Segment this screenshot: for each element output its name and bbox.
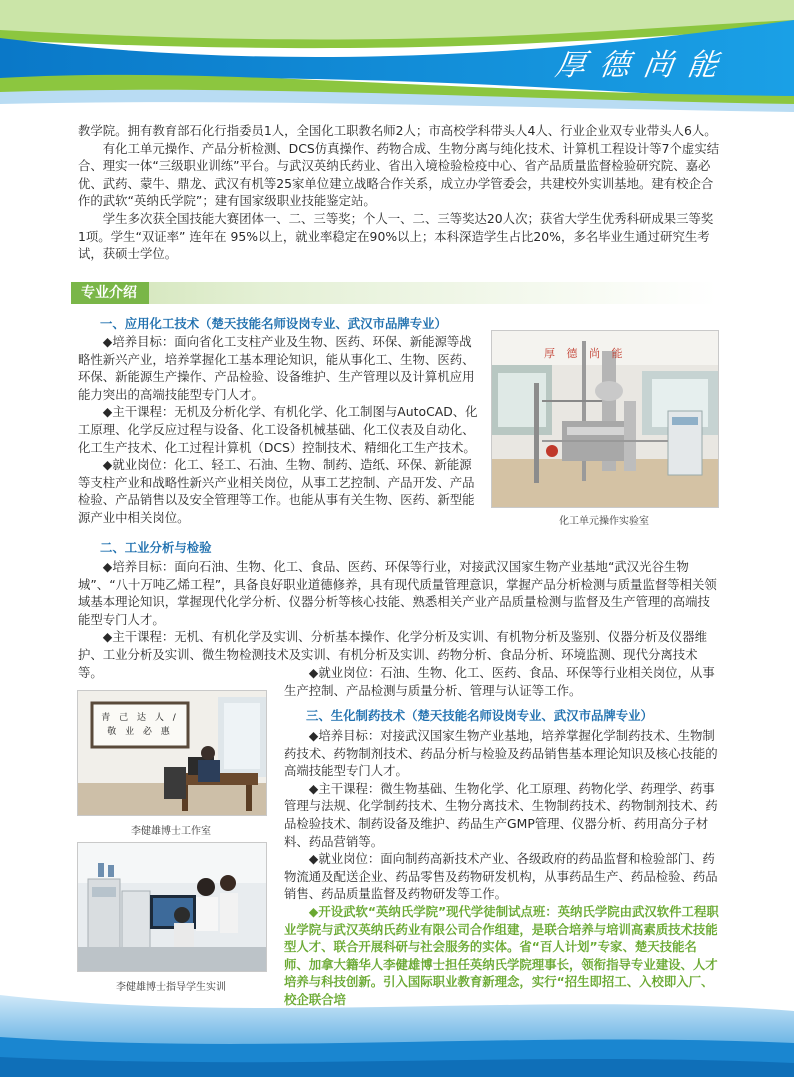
major2-jobs: ◆就业岗位：石油、生物、化工、医药、食品、环保等行业相关岗位，从事生产控制、产品检测与质量分析、管理与认证等工作。: [284, 665, 715, 698]
office-calligraphy: 青 己 达 人 / 敬 业 必 惠: [101, 713, 179, 737]
lab-training-illustration: [78, 843, 266, 971]
chem-lab-caption: 化工单元操作实验室: [559, 516, 649, 527]
chem-lab-photo: [491, 330, 719, 508]
major2-jobs-block: [284, 664, 720, 699]
major1-jobs: ◆就业岗位：化工、轻工、石油、生物、制药、造纸、环保、新能源等支柱产业和战略性新兴产业相关岗位，从事工艺控制、产品开发、产品检验、产品销售以及安全管理等工作。也能从事有关生物、医药、新型能源产业中相关岗位。: [78, 457, 475, 525]
major2-title: 二、工业分析与检验: [100, 540, 212, 555]
office-photo-caption: 李健雄博士工作室: [131, 826, 211, 837]
major1-courses: ◆主干课程：无机及分析化学、有机化学、化工制图与AutoCAD、化工原理、化学反应过程与设备、化工设备机械基础、化工仪表及自动化、化工生产技术、化工过程计算机（DCS）控制技术、精细化工生产技术。: [78, 404, 478, 455]
lab-training-caption: 李健雄博士指导学生实训: [116, 982, 226, 993]
intro-paragraph-1: 有化工单元操作、产品分析检测、DCS仿真操作、药物合成、生物分离与纯化技术、计算机工程设计等7个虚实结合、理实一体“三级职业训练”平台。与武汉英纳氏药业、省出入境检验检疫中心、省产品质量监督检验研究院、嘉必优、武药、蒙牛、鼎龙、武汉有机等25家单位建立战略合作关系，成立办学管委会，共建校外实训基地。建有校企合作的武软“英纳氏学院”；建有国家级职业技能鉴定站。: [78, 140, 720, 209]
intro-paragraph-0: 教学院。拥有教育部石化行指委员1人，全国化工职教名师2人；市高校学科带头人4人、行业企业双专业带头人6人。: [78, 123, 717, 138]
major2-text: [78, 558, 720, 681]
major1-title: 一、应用化工技术（楚天技能名师设岗专业、武汉市品牌专业）: [100, 316, 447, 331]
intro-paragraph-2: 学生多次获全国技能大赛团体一、二、三等奖；个人一、二、三等奖达20人次；获省大学生优秀科研成果三等奖1项。学生“双证率” 连年在 95%以上，就业率稳定在90%以上；本科深造学生占比20%，多名毕业生通过研究生考试，获硕士学位。: [78, 210, 714, 262]
office-photo: [77, 690, 267, 816]
major3-jobs: ◆就业岗位：面向制药高新技术产业、各级政府的药品监督和检验部门、药物流通及配送企业、药品零售及药物研发机构，从事药品生产、药品检验、药品销售、药品质量监督及药物研发等工作。: [284, 851, 718, 902]
major1-goal: ◆培养目标：面向省化工支柱产业及生物、医药、环保、新能源等战略性新兴产业，培养掌握化工基本理论知识，能从事化工、生物、医药、环保、新能源生产操作、产品检验、设备维护、生产管理以及计算机应用能力突出的高端技能型专门人才。: [78, 334, 475, 402]
major2-goal: ◆培养目标：面向石油、生物、化工、食品、医药、环保等行业，对接武汉国家生物产业基地“武汉光谷生物城”、“八十万吨乙烯工程”，具备良好职业道德修养，具有现代质量管理意识，掌握产品分析检测与质量监督等相关领域基本理论知识，掌握现代化学分析、仪器分析等核心技能、熟悉相关产业产品质量检测与监督及生产管理的高端技能型专门人才。: [78, 559, 717, 627]
major1-text: [78, 333, 480, 527]
major3-apprentice: ◆开设武软“英纳氏学院”现代学徒制试点班：英纳氏学院由武汉软件工程职业学院与武汉英纳氏药业有限公司合作组建，是联合培养与培训高素质技术技能型人才、联合开展科研与社会服务的实体。省“百人计划”专家、楚天技能名师、加拿大籍华人李健雄博士担任英纳氏学院理事长，领衔指导专业建设、人才培养与科技创新。引入国际职业教育新理念，实行“招生即招工、入校即入厂、校企联合培: [284, 903, 719, 1007]
office-illustration: [78, 691, 266, 815]
section-title: 专业介绍: [71, 282, 149, 304]
major2-courses: ◆主干课程：无机、有机化学及实训、分析基本操作、化学分析及实训、有机物分析及鉴别、仪器分析及仪器维护、工业分析及实训、微生物检测技术及实训、有机分析及实训、药物分析、食品分析、环境监测、现代分离技术等。: [78, 629, 708, 680]
lab-training-photo: [77, 842, 267, 972]
major3-title: 三、生化制药技术（楚天技能名师设岗专业、武汉市品牌专业）: [306, 708, 653, 723]
header-motto: 厚德尚能: [553, 48, 734, 83]
major3-courses: ◆主干课程：微生物基础、生物化学、化工原理、药物化学、药理学、药事管理与法规、化学制药技术、生物分离技术、生物制药技术、药物制剂技术、药品检验技术、制药设备及维护、药品生产GMP管理、仪器分析、药用高分子材料、药品营销等。: [284, 780, 718, 849]
major3-goal: ◆培养目标：对接武汉国家生物产业基地，培养掌握化学制药技术、生物制药技术、药物制剂技术、药品分析与检验及药品销售基本理论知识及核心技能的高端技能型专门人才。: [284, 728, 718, 779]
lab-wall-banner: 厚 德 尚 能: [544, 347, 627, 360]
section-header: [71, 282, 717, 304]
major3-text: [284, 727, 720, 1009]
intro-block: [78, 122, 720, 263]
